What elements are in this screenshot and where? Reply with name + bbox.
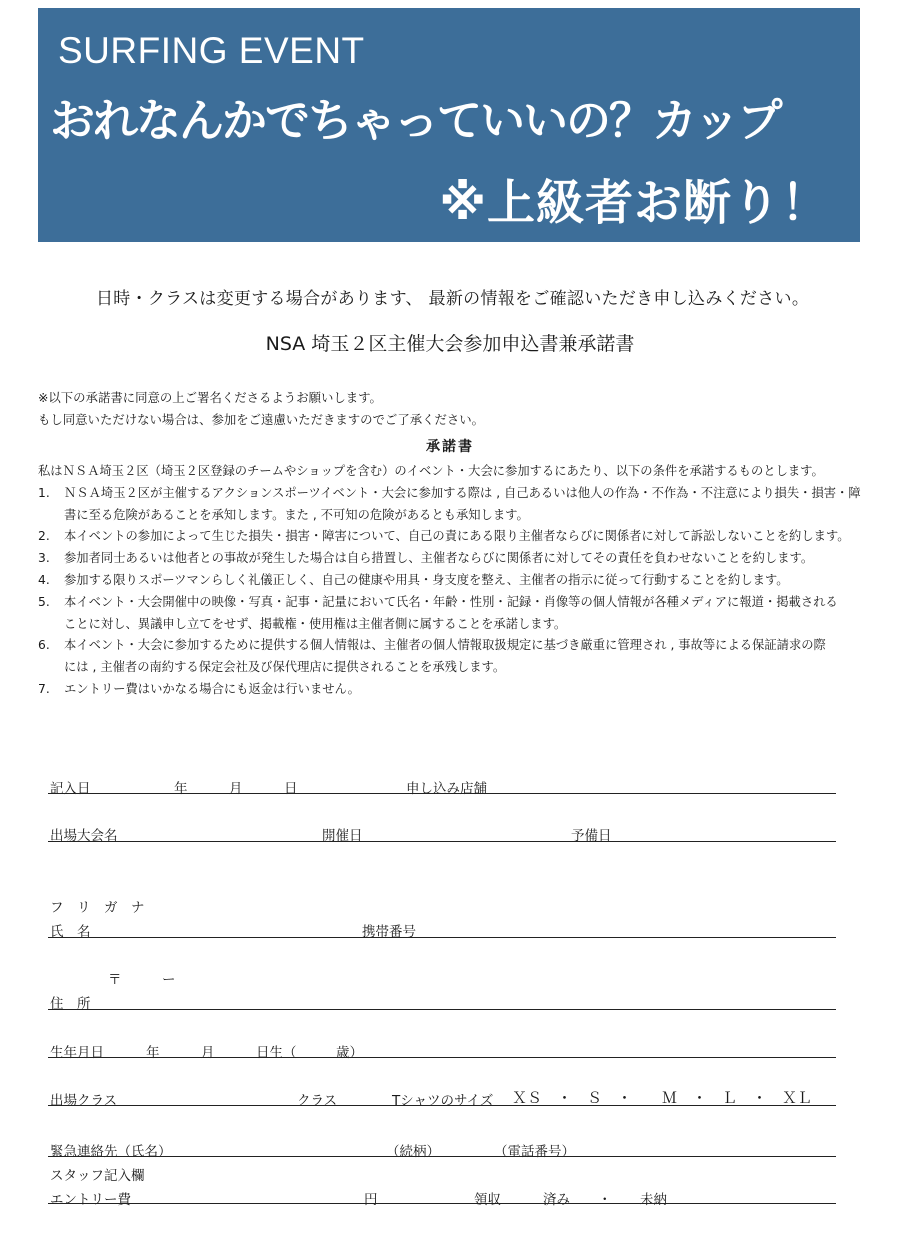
furigana-label: フ リ ガ ナ (50, 900, 145, 916)
class-suffix-label: クラス (297, 1093, 338, 1109)
term-number: 7. (38, 681, 50, 696)
class-line[interactable] (48, 1105, 836, 1106)
staff-section-label: スタッフ記入欄 (50, 1168, 145, 1184)
term-text: 本イベント・大会に参加するために提供する個人情報は、主催者の個人情報取扱規定に基づき厳重に管理され , 事故等による保証請求の際 (64, 638, 826, 653)
entry-fee-line[interactable] (48, 1203, 836, 1204)
birth-year-label: 年 (146, 1045, 160, 1061)
intro-line-1: ※以下の承諾書に同意の上ご署名くださるようお願いします。 (38, 390, 382, 405)
name-label: 氏 名 (50, 924, 91, 940)
agreement-lead: 私はＮＳＡ埼玉２区（埼玉２区登録のチームやショップを含む）のイベント・大会に参加するにあたり、以下の条件を承諾するものとします。 (38, 464, 824, 478)
event-name-line[interactable] (48, 841, 836, 842)
term-item (38, 592, 878, 614)
term-number: 3. (38, 551, 50, 566)
title-banner (38, 8, 860, 242)
banner-title-2: ※上級者お断り！ (439, 175, 830, 231)
term-text: 本イベント・大会開催中の映像・写真・記事・記量において氏名・年齢・性別・記録・肖像等の個人情報が各種メディアに報道・掲載される (64, 594, 838, 609)
entry-month-label: 月 (229, 781, 243, 797)
term-text: 参加する限りスポーツマンらしく礼儀正しく、自己の健康や用具・身支度を整え、主催者の指示に従って行動することを約します。 (64, 572, 789, 587)
term-text: エントリー費はいかなる場合にも返金は行いません。 (64, 681, 360, 696)
mobile-label: 携帯番号 (362, 924, 416, 940)
entry-date-label: 記入日 (50, 781, 91, 797)
term-item-continued: 書に至る危険があることを承知します。また , 不可知の危険があるとも承知します。 (64, 507, 529, 522)
phone-label: （電話番号） (494, 1144, 575, 1160)
term-number: 5. (38, 594, 50, 609)
age-label: 歳） (336, 1045, 363, 1061)
entry-year-label: 年 (174, 781, 188, 797)
entry-date-line[interactable] (48, 793, 836, 794)
change-notice: 日時・クラスは変更する場合があります、 最新の情報をご確認いただき申し込みください。 (96, 289, 810, 309)
document-title: NSA 埼玉２区主催大会参加申込書兼承諾書 (265, 333, 635, 355)
unpaid-label: 未納 (640, 1192, 667, 1208)
shop-label: 申し込み店舗 (406, 781, 487, 797)
term-item (38, 526, 878, 548)
term-item-continued: ことに対し、異議申し立てをせず、掲載権・使用権は主催者側に属することを承諾します。 (64, 616, 567, 631)
term-number: 4. (38, 572, 50, 587)
tshirt-size-options[interactable]: ＸＳ ・ Ｓ ・ Ｍ ・ Ｌ ・ ＸＬ (512, 1089, 813, 1107)
term-number: 6. (38, 638, 50, 653)
name-line[interactable] (48, 937, 836, 938)
separator-dot: ・ (598, 1192, 612, 1208)
birth-line[interactable] (48, 1057, 836, 1058)
event-name-label: 出場大会名 (50, 828, 118, 844)
relation-label: （続柄） (386, 1144, 440, 1160)
postal-mark: 〒 (108, 972, 122, 988)
term-item-continued: には , 主催者の南約する保定会社及び保代理店に提供されることを承残します。 (64, 660, 506, 675)
birth-label: 生年月日 (50, 1045, 104, 1061)
emergency-line[interactable] (48, 1156, 836, 1157)
terms-list (38, 461, 878, 701)
term-text: 本イベントの参加によって生じた損失・損害・障害について、自己の責にある限り主催者ならびに関係者に対して訴訟しないことを約します。 (64, 529, 850, 544)
banner-subtitle: SURFING EVENT (58, 30, 365, 71)
event-date-label: 開催日 (322, 828, 363, 844)
term-item (38, 635, 878, 657)
term-number: 1. (38, 485, 50, 500)
entry-day-label: 日 (284, 781, 298, 797)
agreement-heading: 承諾書 (426, 439, 474, 455)
term-text: 参加者同士あるいは他者との事故が発生した場合は自ら措置し、主催者ならびに関係者に対してその責任を負わせないことを約します。 (64, 551, 814, 566)
tshirt-label: Tシャツのサイズ (392, 1093, 494, 1109)
term-text: ＮＳＡ埼玉２区が主催するアクションスポーツイベント・大会に参加する際は , 自己あるいは他人の作為・不作為・不注意により損失・損害・障 (64, 485, 861, 500)
emergency-label: 緊急連絡先（氏名） (50, 1144, 172, 1160)
term-item (38, 548, 878, 570)
term-item (38, 570, 878, 592)
address-label: 住 所 (50, 996, 91, 1012)
intro-line-2: もし同意いただけない場合は、参加をご遠慮いただきますのでご了承ください。 (38, 412, 485, 427)
birth-day-label: 日生（ (256, 1045, 297, 1061)
term-number: 2. (38, 529, 50, 544)
yen-label: 円 (364, 1192, 378, 1208)
entry-class-label: 出場クラス (50, 1093, 118, 1109)
banner-title: おれなんかでちゃっていいの？カップ (50, 94, 781, 147)
term-item (38, 679, 878, 701)
address-line[interactable] (48, 1009, 836, 1010)
birth-month-label: 月 (201, 1045, 215, 1061)
receipt-label: 領収 (474, 1192, 501, 1208)
paid-label: 済み (543, 1192, 570, 1208)
entry-fee-label: エントリー費 (50, 1192, 131, 1208)
term-item (38, 483, 878, 505)
postal-dash: ー (162, 972, 176, 988)
reserve-date-label: 予備日 (571, 828, 612, 844)
